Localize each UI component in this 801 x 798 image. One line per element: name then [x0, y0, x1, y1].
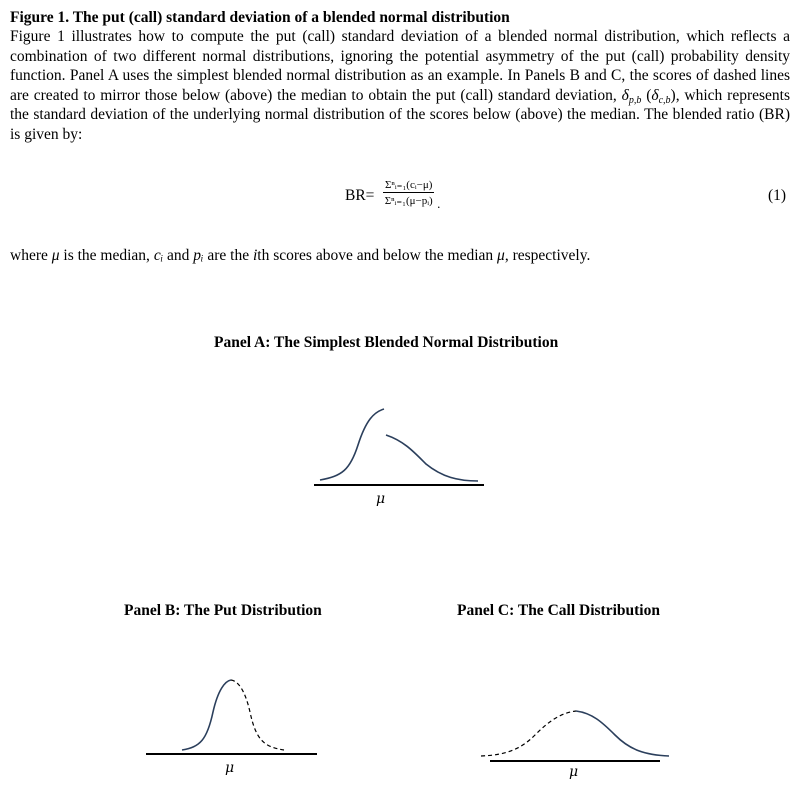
delta-p-b-symbol: $\delta_{p,b}$	[621, 86, 642, 106]
panel-a-left-curve	[320, 409, 384, 480]
figure-description: Figure 1 illustrates how to compute the put (call) standard deviation of a blended normal distribution, which reflects a combination of two different normal distributions, ignoring the potential asymmetry of the put (call) probability density function. Panel A uses the simplest blended normal distribution as an example. In Panels B and C, the scores of dashed lines are created to mirror those below (above) the median to obtain the put (call) standard deviation, $\delta_{p,b}$ $(\delta_{c,b})$, which represents the standard deviation of the underlying normal distribution of the scores below (above) the median. The blended ratio (BR) is given by:	[10, 28, 790, 143]
equation-lhs: BR=	[345, 187, 375, 204]
panel-a-right-curve	[386, 435, 478, 481]
panel-b-mu-label: μ	[225, 760, 235, 776]
figure-title: Figure 1. The put (call) standard deviation of a blended normal distribution	[10, 9, 510, 26]
panel-a-mu-label: μ	[376, 491, 386, 507]
equation-dot: .	[437, 196, 441, 211]
panel-a-title: Panel A: The Simplest Blended Normal Distribution	[214, 334, 559, 351]
panel-c-title: Panel C: The Call Distribution	[457, 602, 660, 619]
panel-c-dashed-curve	[481, 711, 576, 756]
equation-number: (1)	[768, 187, 787, 204]
panel-b-diagram	[146, 680, 317, 776]
panel-b-solid-curve	[182, 680, 231, 750]
equation-denominator: Σⁿᵢ₌₁(μ−pᵢ)	[384, 195, 433, 207]
panel-b-dashed-curve	[231, 680, 284, 750]
panel-b-title: Panel B: The Put Distribution	[124, 602, 322, 619]
panel-a-diagram	[314, 409, 484, 507]
where-clause: where μ is the median, cᵢ and pᵢ are the ith scores above and below the median μ, respectively.	[10, 247, 591, 264]
panel-c-solid-curve	[576, 711, 669, 756]
panel-c-mu-label: μ	[569, 764, 579, 780]
delta-c-b-symbol: $\delta_{c,b}$	[651, 86, 671, 106]
panel-c-diagram	[481, 711, 669, 780]
equation-numerator: Σⁿᵢ₌₁(cᵢ−μ)	[385, 179, 433, 191]
